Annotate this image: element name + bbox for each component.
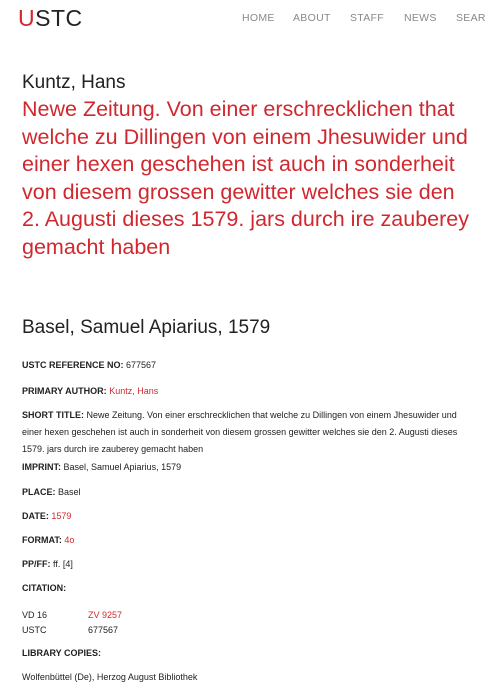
citation-ref: 677567 [88, 625, 119, 635]
ustc-logo[interactable] [18, 5, 83, 32]
detail-value: Newe Zeitung. Von einer erschrecklichen that welche zu Dillingen von einem Jhesuwider und einer hexen geschehen ist auch in sonderheit von diesem grossen gewitter welches sie den 2. Augusti dieses 1579. jars durch ire zauberey gemacht haben [22, 410, 458, 454]
top-bar [0, 0, 486, 40]
detail-label: LIBRARY COPIES: [22, 648, 102, 658]
detail-label: CITATION: [22, 583, 67, 593]
nav-staff[interactable]: STAFF [350, 12, 384, 24]
detail-value: 677567 [126, 360, 157, 370]
record-author-heading: Kuntz, Hans [22, 72, 126, 93]
record-imprint-heading: Basel, Samuel Apiarius, 1579 [22, 317, 271, 338]
detail-primary-author [22, 383, 472, 399]
detail-place [22, 484, 472, 500]
detail-value: ff. [4] [53, 559, 73, 569]
record-title: Newe Zeitung. Von einer erschrecklichen that welche zu Dillingen von einem Jhesuwider und einer hexen geschehen ist auch in sonderheit von diesem grossen gewitter welches sie den 2. Augusti dieses 1579. jars durch ire zauberey gemacht haben [22, 97, 469, 259]
detail-short-title [22, 407, 472, 458]
date-link[interactable]: 1579 [51, 511, 72, 521]
citation-source: USTC [22, 625, 47, 635]
detail-format [22, 532, 472, 548]
detail-label: USTC REFERENCE NO: [22, 360, 124, 370]
detail-value: Basel [58, 487, 81, 497]
detail-value: Basel, Samuel Apiarius, 1579 [63, 462, 182, 472]
nav-search[interactable]: SEAR [456, 12, 486, 24]
author-link[interactable]: Kuntz, Hans [109, 386, 159, 396]
detail-ppff [22, 556, 472, 572]
detail-label: IMPRINT: [22, 462, 61, 472]
detail-label: PP/FF: [22, 559, 51, 569]
detail-label: PLACE: [22, 487, 56, 497]
detail-library-copies [22, 645, 472, 661]
detail-label: PRIMARY AUTHOR: [22, 386, 107, 396]
detail-label: FORMAT: [22, 535, 62, 545]
detail-ustc-ref [22, 357, 472, 373]
detail-date [22, 508, 472, 524]
logo-letters-stc: STC [35, 5, 83, 31]
logo-letter-u: U [18, 5, 36, 31]
format-link[interactable]: 4o [64, 535, 75, 545]
citation-link[interactable]: ZV 9257 [88, 610, 123, 620]
library-copy-item: Wolfenbüttel (De), Herzog August Bibliothek [22, 672, 198, 682]
detail-label: DATE: [22, 511, 49, 521]
detail-citation [22, 580, 472, 596]
nav-about[interactable]: ABOUT [293, 12, 331, 24]
nav-news[interactable]: NEWS [404, 12, 437, 24]
detail-label: SHORT TITLE: [22, 410, 84, 420]
citation-source: VD 16 [22, 610, 48, 620]
nav-home[interactable]: HOME [242, 12, 275, 24]
detail-imprint [22, 459, 472, 475]
